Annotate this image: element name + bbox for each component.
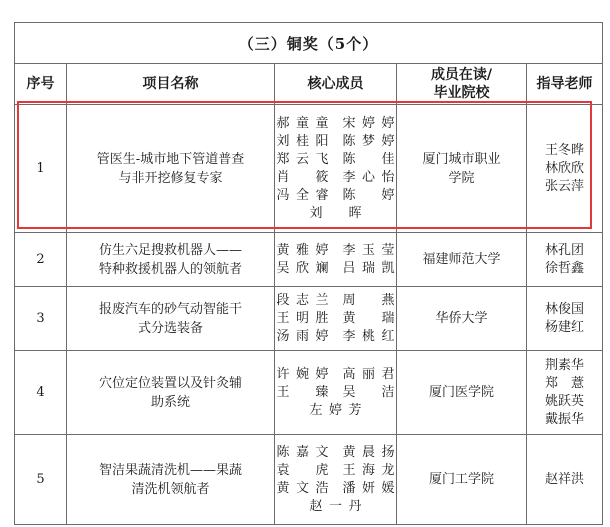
teachers-cell bbox=[527, 233, 603, 287]
school-line: 学院 bbox=[448, 170, 475, 186]
teachers-cell bbox=[527, 287, 603, 351]
member-line bbox=[275, 498, 396, 516]
school-cell bbox=[397, 287, 527, 351]
member-name: 陈 婷 bbox=[342, 187, 395, 203]
member-name: 段志兰 bbox=[276, 292, 329, 308]
header-school bbox=[397, 64, 527, 105]
table-row bbox=[15, 105, 603, 233]
member-name: 左婷芳 bbox=[309, 402, 362, 418]
member-name: 刘桂阳 bbox=[276, 133, 329, 149]
project-name-line: 清洗机领航者 bbox=[131, 481, 210, 497]
project-name-cell bbox=[67, 233, 275, 287]
member-name: 宋婷婷 bbox=[342, 115, 395, 131]
school-line: 华侨大学 bbox=[435, 311, 488, 326]
member-name: 袁 虎 bbox=[276, 462, 329, 478]
school-cell bbox=[397, 233, 527, 287]
header-project: 项目名称 bbox=[67, 64, 275, 105]
teacher-name: 郑 薏 bbox=[545, 375, 585, 391]
table-row bbox=[15, 233, 603, 287]
header-school-line2: 毕业院校 bbox=[433, 85, 490, 101]
table-row bbox=[15, 435, 603, 525]
school-line: 厦门城市职业 bbox=[422, 151, 501, 167]
header-teachers: 指导老师 bbox=[527, 64, 603, 105]
teacher-name: 张云萍 bbox=[545, 178, 585, 194]
member-name: 肖 筱 bbox=[276, 169, 329, 185]
member-name: 李桃红 bbox=[342, 328, 395, 344]
members-cell bbox=[275, 233, 397, 287]
member-name: 王明胜 bbox=[276, 310, 329, 326]
project-name-cell bbox=[67, 105, 275, 233]
teacher-name: 荆素华 bbox=[545, 357, 585, 373]
member-name: 陈 佳 bbox=[342, 151, 395, 167]
row-index: 5 bbox=[15, 435, 67, 525]
project-name-line: 与非开挖修复专家 bbox=[118, 170, 223, 186]
member-line bbox=[275, 462, 396, 480]
project-name-line: 智洁果蔬清洗机——果蔬 bbox=[98, 462, 242, 478]
teacher-name: 王冬晔 bbox=[545, 142, 585, 158]
member-line bbox=[275, 384, 396, 402]
member-name: 高丽君 bbox=[342, 366, 395, 382]
member-line bbox=[275, 444, 396, 462]
member-line bbox=[275, 151, 396, 169]
member-name: 冯全睿 bbox=[276, 187, 329, 203]
project-name-cell bbox=[67, 435, 275, 525]
member-line bbox=[275, 310, 396, 328]
teacher-name: 姚跃英 bbox=[545, 393, 585, 409]
member-line bbox=[275, 328, 396, 346]
member-name: 郑云飞 bbox=[276, 151, 329, 167]
member-name: 许婉婷 bbox=[276, 366, 329, 382]
member-line bbox=[275, 205, 396, 223]
member-name: 吕瑞凯 bbox=[342, 260, 395, 276]
table-body bbox=[15, 105, 603, 525]
member-name: 刘 晖 bbox=[309, 205, 362, 221]
table-row bbox=[15, 287, 603, 351]
member-name: 吴 洁 bbox=[342, 384, 395, 400]
project-name-line: 助系统 bbox=[150, 394, 190, 410]
project-name-line: 穴位定位装置以及针灸辅 bbox=[98, 375, 242, 391]
member-name: 潘妍媛 bbox=[342, 480, 395, 496]
member-name: 陈嘉文 bbox=[276, 444, 329, 460]
school-line: 厦门医学院 bbox=[428, 385, 494, 400]
member-line bbox=[275, 115, 396, 133]
teachers-cell bbox=[527, 435, 603, 525]
teacher-name: 林孔团 bbox=[545, 242, 585, 258]
members-cell bbox=[275, 105, 397, 233]
header-school-line1: 成员在读/ bbox=[430, 67, 493, 83]
member-line bbox=[275, 366, 396, 384]
member-name: 陈梦婷 bbox=[342, 133, 395, 149]
teacher-name: 林俊国 bbox=[545, 301, 585, 317]
teacher-name: 戴振华 bbox=[545, 411, 585, 427]
member-name: 吴欣斓 bbox=[276, 260, 329, 276]
member-line bbox=[275, 480, 396, 498]
project-name-line: 特种救援机器人的领航者 bbox=[98, 261, 242, 277]
project-name-cell bbox=[67, 351, 275, 435]
teacher-name: 赵祥洪 bbox=[545, 471, 585, 487]
school-cell bbox=[397, 435, 527, 525]
row-index: 1 bbox=[15, 105, 67, 233]
teachers-cell bbox=[527, 105, 603, 233]
member-line bbox=[275, 242, 396, 260]
member-name: 黄雅婷 bbox=[276, 242, 329, 258]
member-line bbox=[275, 402, 396, 420]
member-name: 王海龙 bbox=[342, 462, 395, 478]
row-index: 2 bbox=[15, 233, 67, 287]
member-line bbox=[275, 187, 396, 205]
project-name-line: 报废汽车的砂气动智能干 bbox=[98, 301, 242, 317]
member-line bbox=[275, 169, 396, 187]
teachers-cell bbox=[527, 351, 603, 435]
members-cell bbox=[275, 287, 397, 351]
member-name: 郝童童 bbox=[276, 115, 329, 131]
member-line bbox=[275, 260, 396, 278]
member-name: 汤雨婷 bbox=[276, 328, 329, 344]
project-name-line: 式分选装备 bbox=[137, 320, 203, 336]
teacher-name: 杨建红 bbox=[545, 319, 585, 335]
project-name-line: 仿生六足搜救机器人—— bbox=[98, 242, 242, 258]
header-members: 核心成员 bbox=[275, 64, 397, 105]
member-name: 黄 瑞 bbox=[342, 310, 395, 326]
member-name: 李玉莹 bbox=[342, 242, 395, 258]
school-cell bbox=[397, 351, 527, 435]
member-name: 黄晨扬 bbox=[342, 444, 395, 460]
teacher-name: 徐哲鑫 bbox=[545, 260, 585, 276]
school-line: 厦门工学院 bbox=[428, 472, 494, 487]
school-line: 福建师范大学 bbox=[422, 252, 501, 267]
row-index: 3 bbox=[15, 287, 67, 351]
member-line bbox=[275, 133, 396, 151]
member-name: 周 燕 bbox=[342, 292, 395, 308]
header-index: 序号 bbox=[15, 64, 67, 105]
teacher-name: 林欣欣 bbox=[545, 160, 585, 176]
table-title: （三）铜奖（5个） bbox=[15, 23, 603, 64]
school-cell bbox=[397, 105, 527, 233]
members-cell bbox=[275, 435, 397, 525]
member-name: 赵一丹 bbox=[309, 498, 362, 514]
header-row bbox=[15, 64, 603, 105]
row-index: 4 bbox=[15, 351, 67, 435]
member-name: 李心怡 bbox=[342, 169, 395, 185]
project-name-cell bbox=[67, 287, 275, 351]
member-name: 王 臻 bbox=[276, 384, 329, 400]
table-row bbox=[15, 351, 603, 435]
members-cell bbox=[275, 351, 397, 435]
bronze-award-table bbox=[14, 22, 603, 525]
member-name: 黄文浩 bbox=[276, 480, 329, 496]
member-line bbox=[275, 292, 396, 310]
project-name-line: 管医生-城市地下管道普查 bbox=[96, 151, 245, 167]
